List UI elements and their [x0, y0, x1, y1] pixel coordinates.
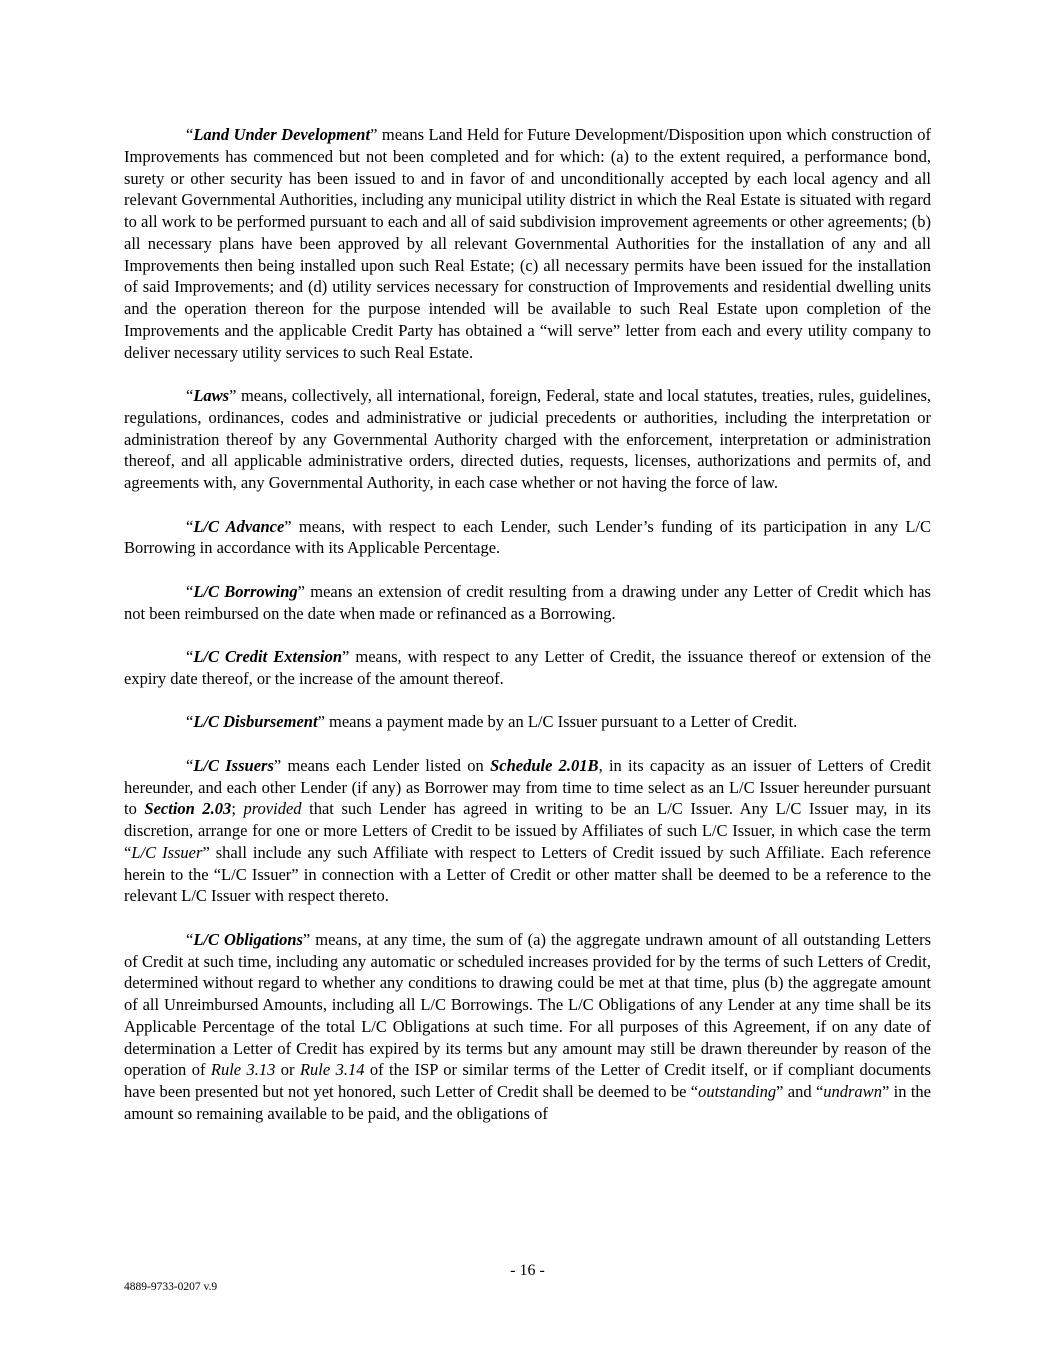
italic-text: Rule 3.14 — [299, 1060, 365, 1080]
body-text: ” and “ — [776, 1082, 824, 1101]
body-text: ” means each Lender listed on — [273, 755, 491, 775]
body-text: “ — [186, 929, 194, 949]
defined-term: Schedule 2.01B — [490, 755, 599, 775]
page-number: - 16 - — [510, 1262, 545, 1279]
body-text: “ — [186, 386, 194, 405]
italic-text: provided — [243, 799, 302, 819]
defined-term: L/C Obligations — [193, 929, 303, 949]
defined-term: L/C Issuers — [193, 755, 274, 775]
defined-term: L/C Credit Extension — [193, 647, 343, 666]
definition-paragraph — [124, 755, 931, 907]
definition-paragraph — [124, 385, 931, 494]
body-text: of the ISP or similar terms of the Letter of Credit itself, or if compliant documents have been presented but not yet honored, such Letter of Credit shall be deemed to be “ — [124, 1060, 931, 1101]
body-text: ” means, collectively, all international, foreign, Federal, state and local statutes, treaties, rules, guidelines, regulations, ordinances, codes and administrative or judicial precedents or authorities, including the interpretation or administration thereof by any Governmental Authority charged with the enforcement, interpretation or administration thereof, and all applicable administrative orders, directed duties, requests, licenses, authorizations and permits of, and agreements with, any Governmental Authority, in each case whether or not having the force of law. — [124, 386, 931, 492]
body-text: “ — [186, 647, 194, 666]
body-text: “ — [186, 125, 194, 144]
defined-term: L/C Disbursement — [193, 712, 318, 732]
body-text: ” means a payment made by an L/C Issuer pursuant to a Letter of Credit. — [317, 712, 798, 732]
body-text: or — [275, 1060, 300, 1080]
defined-term: L/C Advance — [193, 516, 285, 536]
body-text: ” means an extension of credit resulting from a drawing under any Letter of Credit which has not been reimbursed on the date when made or refinanced as a Borrowing. — [124, 581, 931, 623]
italic-text: undrawn — [823, 1082, 882, 1101]
body-text: ” means, with respect to each Lender, such Lender’s funding of its participation in any L/C Borrowing in accordance with its Applicable Percentage. — [124, 516, 931, 558]
body-text: , in its capacity as an issuer of Letters of Credit hereunder, and each other Lender (if any) as Borrower may from time to time select as an L/C Issuer hereunder pursuant to — [124, 755, 931, 819]
body-text: “ — [186, 712, 194, 732]
document-body — [124, 124, 931, 1146]
body-text: ” shall include any such Affiliate with respect to Letters of Credit issued by such Affiliate. Each reference herein to the “L/C Issuer” in connection with a Letter of Credit or other matter shall be deemed to be a reference to the relevant L/C Issuer with respect thereto. — [124, 842, 931, 906]
body-text: ” means, at any time, the sum of (a) the aggregate undrawn amount of all outstanding Letters of Credit at such time, including any automatic or scheduled increases provided for by the terms of such Letters of Credit, determined without regard to whether any conditions to drawing could be met at that time, plus (b) the aggregate amount of all Unreimbursed Amounts, including all L/C Borrowings. The L/C Obligations of any Lender at any time shall be its Applicable Percentage of the total L/C Obligations at such time. For all purposes of this Agreement, if on any date of determination a Letter of Credit has expired by its terms but any amount may still be drawn thereunder by reason of the operation of — [124, 929, 931, 1080]
body-text: ” in the amount so remaining available to be paid, and the obligations of — [124, 1082, 931, 1123]
italic-text: L/C Issuer — [131, 842, 203, 862]
defined-term: L/C Borrowing — [193, 581, 298, 601]
body-text: “ — [186, 755, 194, 775]
definition-paragraph — [124, 581, 931, 625]
body-text: that such Lender has agreed in writing to be an L/C Issuer. Any L/C Issuer may, in its discretion, arrange for one or more Letters of Credit to be issued by Affiliates of such L/C Issuer, in which case the term “ — [124, 799, 931, 862]
body-text: ; — [231, 799, 244, 819]
definition-paragraph — [124, 646, 931, 690]
italic-text: Rule 3.13 — [210, 1060, 276, 1080]
defined-term: Section 2.03 — [144, 799, 232, 819]
document-id: 4889-9733-0207 v.9 — [124, 1281, 218, 1293]
italic-text: outstanding — [698, 1082, 777, 1101]
body-text: “ — [186, 581, 194, 601]
body-text: ” means, with respect to any Letter of Credit, the issuance thereof or extension of the expiry date thereof, or the increase of the amount thereof. — [124, 647, 931, 688]
definition-paragraph — [124, 929, 931, 1125]
definition-paragraph — [124, 516, 931, 560]
defined-term: Laws — [193, 386, 230, 405]
defined-term: Land Under Development — [193, 125, 371, 144]
definition-paragraph — [124, 124, 931, 363]
body-text: ” means Land Held for Future Development/Disposition upon which construction of Improvements has commenced but not been completed and for which: (a) to the extent required, a performance bond, surety or other security has been issued to and in favor of and unconditionally accepted by each local agency and all relevant Governmental Authorities, including any municipal utility district in which the Real Estate is situated with regard to all work to be performed pursuant to each and all of said subdivision improvement agreements or other agreements; (b) all necessary plans have been approved by all relevant Governmental Authorities for the installation of any and all Improvements then being installed upon such Real Estate; (c) all necessary permits have been issued for the installation of said Improvements; and (d) utility services necessary for construction of Improvements and residential dwelling units and the operation thereon for the purpose intended will be available to such Real Estate upon completion of the Improvements and the applicable Credit Party has obtained a “will serve” letter from each and every utility company to deliver necessary utility services to such Real Estate. — [124, 125, 931, 362]
definition-paragraph — [124, 711, 931, 733]
body-text: “ — [186, 516, 194, 536]
